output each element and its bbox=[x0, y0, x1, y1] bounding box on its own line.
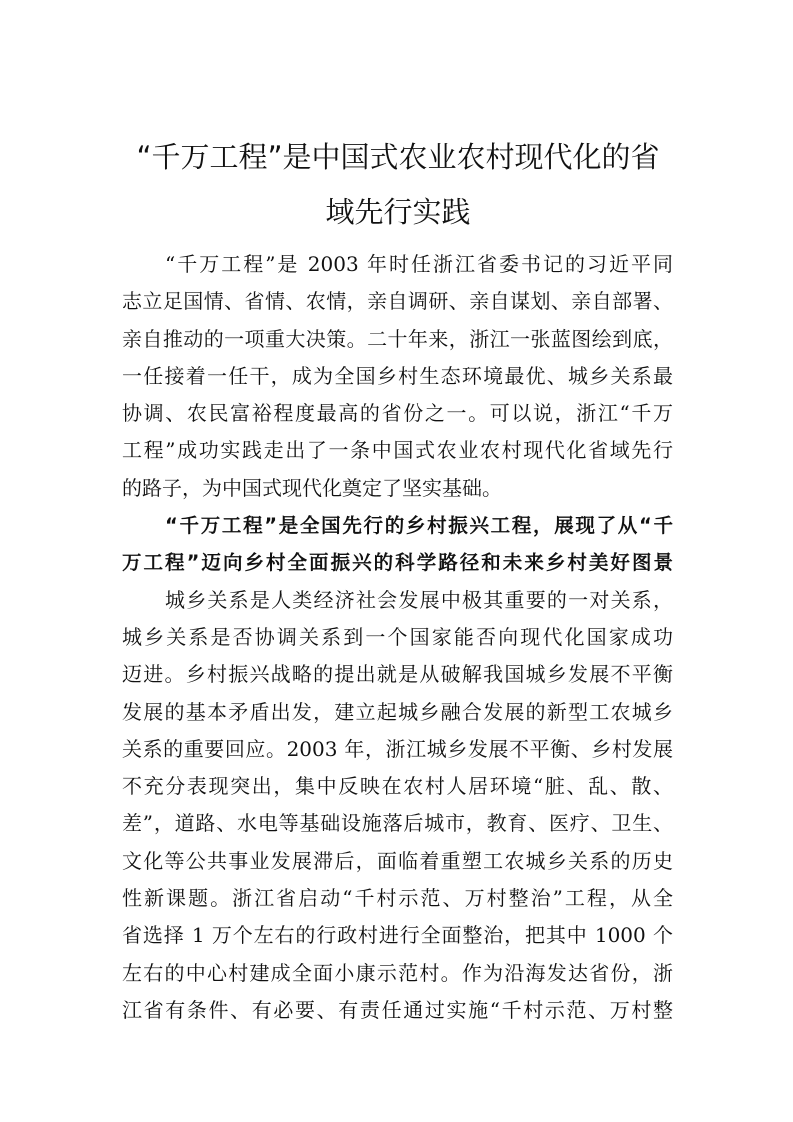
document-body bbox=[122, 246, 673, 1029]
document-title bbox=[120, 130, 676, 240]
text-line: 的路子，为中国式现代化奠定了坚实基础。 bbox=[122, 475, 502, 500]
text-line: 江省有条件、有必要、有责任通过实施“千村示范、万村整 bbox=[122, 997, 673, 1022]
text-line: 文化等公共事业发展滞后，面临着重塑工农城乡关系的历史 bbox=[122, 848, 673, 873]
text-line: 一任接着一任干，成为全国乡村生态环境最优、城乡关系最 bbox=[122, 363, 673, 388]
text-line: 发展的基本矛盾出发，建立起城乡融合发展的新型工农城乡 bbox=[122, 699, 673, 724]
heading-line: “千万工程”是全国先行的乡村振兴工程，展现了从“千 bbox=[165, 514, 673, 538]
text-line: 左右的中心村建成全面小康示范村。作为沿海发达省份，浙 bbox=[122, 960, 673, 985]
paragraph-intro bbox=[122, 246, 673, 507]
title-line-2: 域先行实践 bbox=[325, 195, 471, 229]
text-line: 工程”成功实践走出了一条中国式农业农村现代化省域先行 bbox=[122, 438, 673, 463]
title-line-1: “千万工程”是中国式农业农村现代化的省 bbox=[136, 140, 660, 174]
text-line: 志立足国情、省情、农情，亲自调研、亲自谋划、亲自部署、 bbox=[122, 289, 673, 314]
paragraph-urban-rural bbox=[122, 582, 673, 1030]
text-line: 亲自推动的一项重大决策。二十年来，浙江一张蓝图绘到底， bbox=[122, 326, 673, 351]
text-line: 迈进。乡村振兴战略的提出就是从破解我国城乡发展不平衡 bbox=[122, 662, 673, 687]
text-line: 差”，道路、水电等基础设施落后城市，教育、医疗、卫生、 bbox=[122, 811, 673, 836]
text-line: 不充分表现突出，集中反映在农村人居环境“脏、乱、散、 bbox=[122, 774, 673, 799]
section-heading bbox=[122, 507, 673, 582]
text-line: 城乡关系是人类经济社会发展中极其重要的一对关系， bbox=[165, 587, 673, 612]
text-line: 协调、农民富裕程度最高的省份之一。可以说，浙江“千万 bbox=[122, 401, 673, 426]
text-line: 关系的重要回应。2003 年，浙江城乡发展不平衡、乡村发展 bbox=[122, 736, 673, 761]
text-line: 性新课题。浙江省启动“千村示范、万村整治”工程，从全 bbox=[122, 886, 673, 911]
text-line: 城乡关系是否协调关系到一个国家能否向现代化国家成功 bbox=[122, 624, 673, 649]
text-line: 省选择 1 万个左右的行政村进行全面整治，把其中 1000 个 bbox=[122, 923, 673, 948]
text-line: “千万工程”是 2003 年时任浙江省委书记的习近平同 bbox=[165, 252, 673, 276]
heading-line: 万工程”迈向乡村全面振兴的科学路径和未来乡村美好图景 bbox=[122, 551, 673, 575]
